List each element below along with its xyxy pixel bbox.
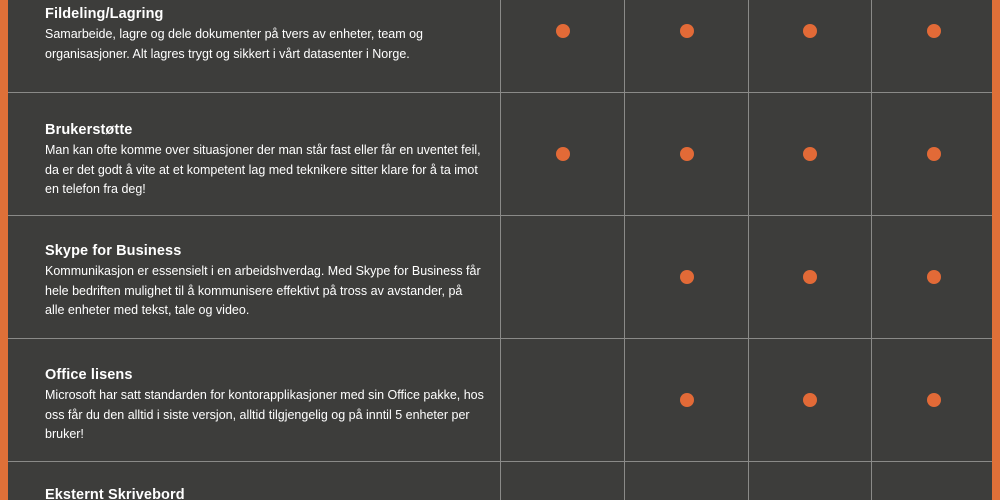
table-row-brukerstotte <box>8 93 992 216</box>
included-dot-icon <box>927 24 941 38</box>
table-row-skype <box>8 216 992 339</box>
feature-comparison-table <box>8 0 992 500</box>
table-row-office <box>8 339 992 462</box>
feature-description: Man kan ofte komme over situasjoner der man står fast eller får en uventet feil, da er det godt å vite at et kompetent lag med teknikere sitter klare for å ta imot en telefon fra deg! <box>45 143 481 196</box>
included-dot-icon <box>927 393 941 407</box>
feature-title: Office lisens <box>45 367 133 383</box>
included-dot-icon <box>680 24 694 38</box>
feature-title: Eksternt Skrivebord <box>45 487 185 500</box>
plan-cell <box>872 0 992 92</box>
plan-cell <box>872 93 992 215</box>
feature-title: Skype for Business <box>45 243 182 259</box>
feature-cell <box>8 216 501 338</box>
included-dot-icon <box>803 24 817 38</box>
plan-cell <box>625 216 749 338</box>
included-dot-icon <box>927 270 941 284</box>
plan-cell <box>501 339 625 461</box>
plan-cell <box>748 339 872 461</box>
feature-cell <box>8 0 501 92</box>
plan-cell <box>501 0 625 92</box>
plan-cell <box>625 339 749 461</box>
included-dot-icon <box>680 147 694 161</box>
feature-description: Microsoft har satt standarden for kontorapplikasjoner med sin Office pakke, hos oss får du den alltid i siste versjon, alltid tilgjengelig og på inntil 5 enheter per bruker! <box>45 388 484 441</box>
plan-cell <box>748 216 872 338</box>
included-dot-icon <box>803 147 817 161</box>
included-dot-icon <box>680 270 694 284</box>
plan-cell <box>872 216 992 338</box>
plan-cell <box>748 462 872 500</box>
feature-cell <box>8 93 501 215</box>
included-dot-icon <box>803 393 817 407</box>
plan-cell <box>501 93 625 215</box>
table-row-eksternt <box>8 462 992 500</box>
feature-title: Brukerstøtte <box>45 122 133 138</box>
included-dot-icon <box>680 393 694 407</box>
plan-cell <box>872 462 992 500</box>
plan-cell <box>625 93 749 215</box>
plan-cell <box>748 0 872 92</box>
plan-cell <box>501 462 625 500</box>
feature-description: Kommunikasjon er essensielt i en arbeidshverdag. Med Skype for Business får hele bedriften mulighet til å kommunisere effektivt på tross av avstander, på alle enheter med tekst, tale og video. <box>45 264 481 317</box>
included-dot-icon <box>927 147 941 161</box>
included-dot-icon <box>803 270 817 284</box>
plan-cell <box>872 339 992 461</box>
included-dot-icon <box>556 147 570 161</box>
feature-cell <box>8 339 501 461</box>
feature-title: Fildeling/Lagring <box>45 6 164 22</box>
feature-description: Samarbeide, lagre og dele dokumenter på tvers av enheter, team og organisasjoner. Alt lagres trygt og sikkert i vårt datasenter i Norge. <box>45 27 424 61</box>
included-dot-icon <box>556 24 570 38</box>
plan-cell <box>501 216 625 338</box>
plan-cell <box>625 0 749 92</box>
plan-cell <box>748 93 872 215</box>
table-row-fildeling <box>8 0 992 93</box>
feature-cell <box>8 462 501 500</box>
plan-cell <box>625 462 749 500</box>
